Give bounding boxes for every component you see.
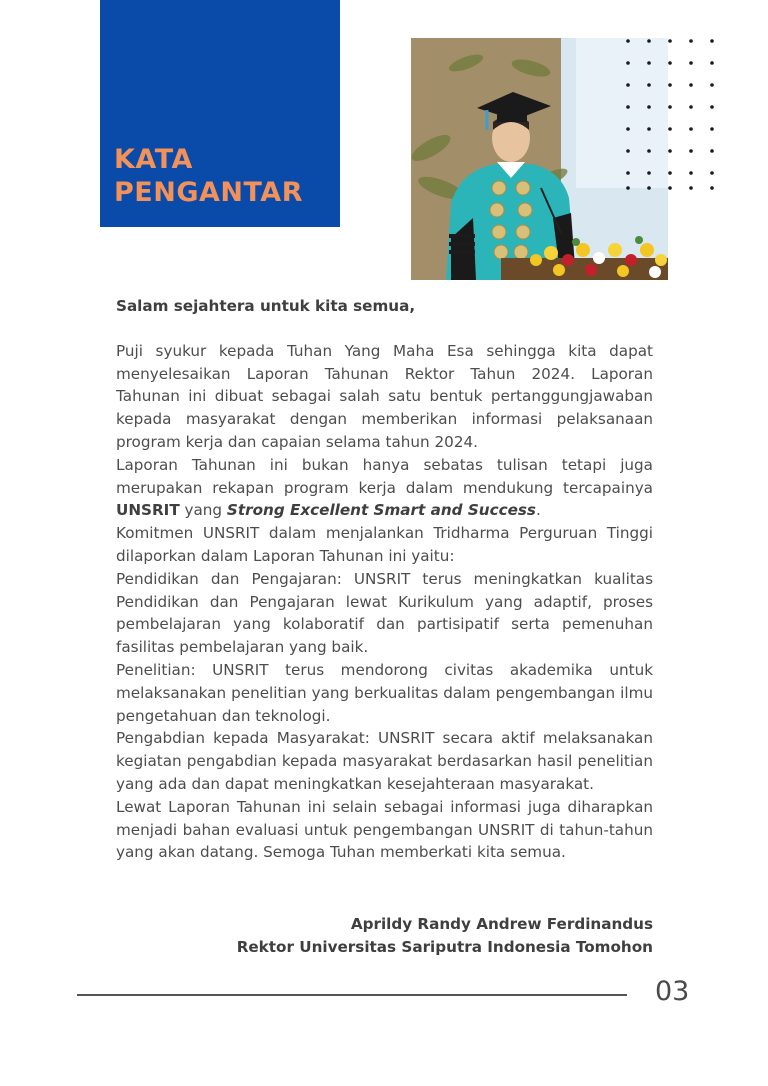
dot-grid-decoration [620,36,720,196]
greeting: Salam sejahtera untuk kita semua, [116,297,416,315]
title-block [100,0,340,227]
motto-emphasis: Strong Excellent Smart and Success [226,501,536,520]
page-title [114,143,303,209]
paragraph-2 [116,454,653,522]
paragraph-5: Penelitian: UNSRIT terus mendorong civitas akademika untuk melaksanakan penelitian yang berkualitas dalam pengembangan ilmu pengetahuan dan teknologi. [116,660,653,725]
paragraph-6: Pengabdian kepada Masyarakat: UNSRIT secara aktif melaksanakan kegiatan pengabdian kepada masyarakat berdasarkan hasil penelitian yang ada dan dapat meningkatkan kesejahteraan masyarakat. [116,729,653,793]
paragraph-7: Lewat Laporan Tahunan ini selain sebagai informasi juga diharapkan menjadi bahan evaluasi untuk pengembangan UNSRIT di tahun-tahun yang akan datang. Semoga Tuhan memberkati kita semua. [116,797,653,862]
footer-divider [77,994,627,996]
paragraph-2-mid: yang [179,501,227,520]
page-number: 03 [655,976,690,1007]
paragraph-2-end: . [535,501,541,520]
signatory-name: Aprildy Randy Andrew Ferdinandus [350,915,653,933]
paragraph-1: Puji syukur kepada Tuhan Yang Maha Esa sehingga kita dapat menyelesaikan Laporan Tahunan Rektor Tahun 2024. Laporan Tahunan ini dibuat sebagai salah satu bentuk pertanggungjawaban kepada masyarakat dengan memberikan informasi pelaksanaan program kerja dan capaian selama tahun 2024. [116,341,653,451]
paragraph-2-text: Laporan Tahunan ini bukan hanya sebatas tulisan tetapi juga merupakan rekapan program kerja dalam mendukung tercapainya [116,455,653,497]
foreword-body [116,295,653,864]
signature-block [237,913,653,959]
paragraph-3: Komitmen UNSRIT dalam menjalankan Tridharma Perguruan Tinggi dilaporkan dalam Laporan Tahunan ini yaitu: [116,524,653,565]
paragraph-4: Pendidikan dan Pengajaran: UNSRIT terus meningkatkan kualitas Pendidikan dan Pengajaran lewat Kurikulum yang adaptif, proses pembelajaran yang kolaboratif dan partisipatif serta pemenuhan fasilitas pembelajaran yang baik. [116,569,653,657]
unsrit-bold: UNSRIT [116,501,180,520]
title-line-1: KATA [114,144,193,175]
title-line-2: PENGANTAR [114,177,303,208]
signatory-position: Rektor Universitas Sariputra Indonesia Tomohon [236,938,653,956]
